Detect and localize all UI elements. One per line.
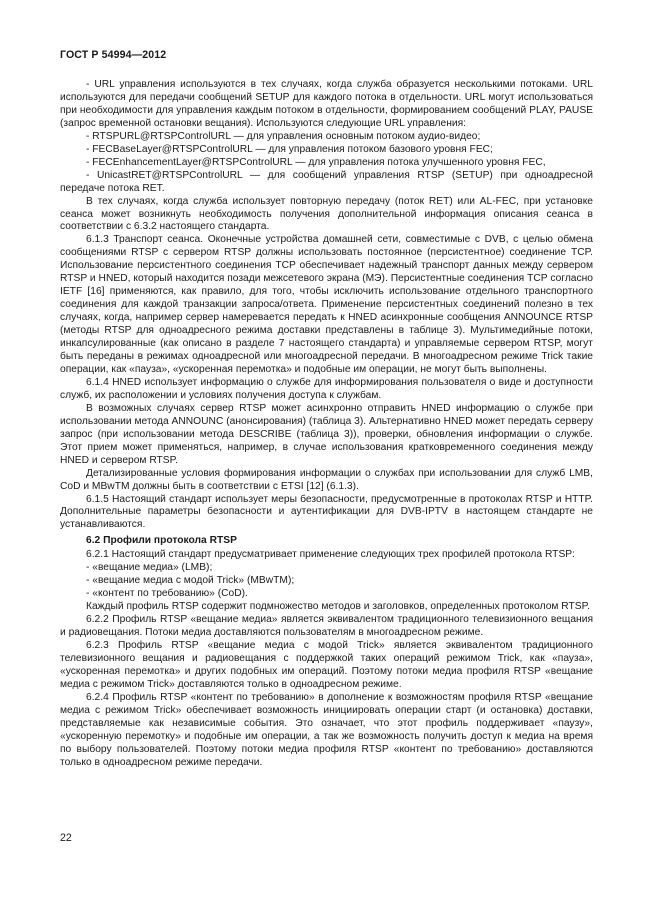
paragraph: В возможных случаях сервер RTSP может асинхронно отправить HNED информацию о службе при использовании метода ANNOUNC (анонсирования) (таблица 3). Альтернативно HNED может передать серверу запрос (при использовании метода DESCRIBE (таблица 3)), проверки, обновления информации о службе. Этот прием может применяться, например, в случае использования кратковременного соединения между HNED и сервером RTSP. [60,402,593,466]
list-item: - FECBaseLayer@RTSPControlURL — для управления потоком базового уровня FEC; [86,143,493,155]
list-item: - «контент по требованию» (CoD). [86,588,248,600]
list-item: - FECEnhancementLayer@RTSPControlURL — для управления потока улучшенного уровня FEC, [86,156,546,168]
paragraph: 6.2.4 Профиль RTSP «контент по требованию» в дополнение к возможностям профиля RTSP «вещание медиа с режимом Trick» обеспечивает возможность инициировать операции старт (и остановка) доставки, представляемые как независимые события. Это означает, что этот профиль поддерживает «паузу», «ускоренную перемотку» и подобные им операции, а так же возможность получить доступ к медиа на время по выбору пользователей. Поэтому потоки медиа профиля RTSP «контент по требованию» доставляются только в одноадресном режиме передачи. [60,691,593,768]
list-item: - UnicastRET@RTSPControlURL — для сообщений управления RTSP (SETUP) при одноадресной передаче потока RET. [60,169,593,194]
list-item: - RTSPURL@RTSPControlURL — для управления основным потоком аудио-видео; [86,130,481,142]
paragraph: Каждый профиль RTSP содержит подмножество методов и заголовков, определенных протоколом RTSP. [86,601,590,613]
paragraph: 6.1.3 Транспорт сеанса. Оконечные устройства домашней сети, совместимые с DVB, с целью обмена сообщениями RTSP с сервером RTSP должны использовать постоянное (персистентное) соединение TCP. Использование персистентного соединения TCP обеспечивает надежный транспорт данных между сервером RTSP и HNED, который находится позади межсетевого экрана (МЭ). Персистентные соединения TCP согласно IETF [16] применяются, как правило, для того, чтобы исключить использование отдельного транспортного соединения для каждой транзакции запроса/ответа. Применение персистентных соединений полезно в тех случаях, когда, например сервер намеревается передать к HNED асинхронные сообщения ANNOUNCE RTSP (методы RTSP для одноадресного режима доставки представлены в таблице 3). Мультимедийные потоки, инкапсулированные (как описано в разделе 7 настоящего стандарта) и управляемые сервером RTSP, могут быть переданы в режимах одноадресной или многоадресной передачи. В многоадресном режиме Trick такие операции, как «пауза», «ускоренная перемотка» и подобные им операции, не могут быть выполнены. [60,234,593,375]
paragraph: 6.1.5 Настоящий стандарт использует меры безопасности, предусмотренные в протоколах RTSP и HTTP. Дополнительные параметры безопасности и аутентификации для DVB-IPTV в настоящем стандарте не устанавливаются. [60,493,593,531]
list-item: - «вещание медиа с модой Trick» (MBwTM); [86,575,295,587]
page-number: 22 [60,832,72,844]
paragraph: 6.2.1 Настоящий стандарт предусматривает применение следующих трех профилей протокола RTSP: [86,549,575,561]
section-heading: 6.2 Профили протокола RTSP [86,535,237,547]
paragraph: Детализированные условия формирования информации о службах при использовании для служб LMB, CoD и MBwTM должны быть в соответствии с ETSI [12] (6.1.3). [60,467,593,492]
paragraph: 6.2.2 Профиль RTSP «вещание медиа» является эквивалентом традиционного телевизионного вещания и радиовещания. Потоки медиа доставляются пользователям в многоадресном режиме. [60,614,593,639]
paragraph: 6.1.4 HNED использует информацию о службе для информирования пользователя о виде и доступности служб, их расположении и условиях получения доступа к службам. [60,376,593,401]
document-body [60,79,593,770]
paragraph: 6.2.3 Профиль RTSP «вещание медиа с модой Trick» является эквивалентом традиционного телевизионного вещания и радиовещания с поддержкой таких операций режимом Trick, как «пауза», «ускоренная перемотка» и других подобных им операций. Поэтому потоки медиа профиля RTSP «вещание медиа с режимом Trick» доставляются только в одноадресном режиме. [60,639,593,690]
document-header: ГОСТ Р 54994—2012 [60,49,167,61]
paragraph: В тех случаях, когда служба использует повторную передачу (поток RET) или AL-FEC, при установке сеанса может возникнуть необходимость получения дополнительной информация описания сеанса в соответствии с 6.3.2 настоящего стандарта. [60,195,593,233]
list-item: - «вещание медиа» (LMB); [86,562,213,574]
paragraph: - URL управления используются в тех случаях, когда служба образуется несколькими потоками. URL используются для передачи сообщений SETUP для каждого потока в отдельности. URL могут использоваться при необходимости для управления каждым потоком в отдельности, формированием сообщений PLAY, PAUSE (запрос временной остановки вещания). Используются следующие URL управления: [60,79,593,129]
